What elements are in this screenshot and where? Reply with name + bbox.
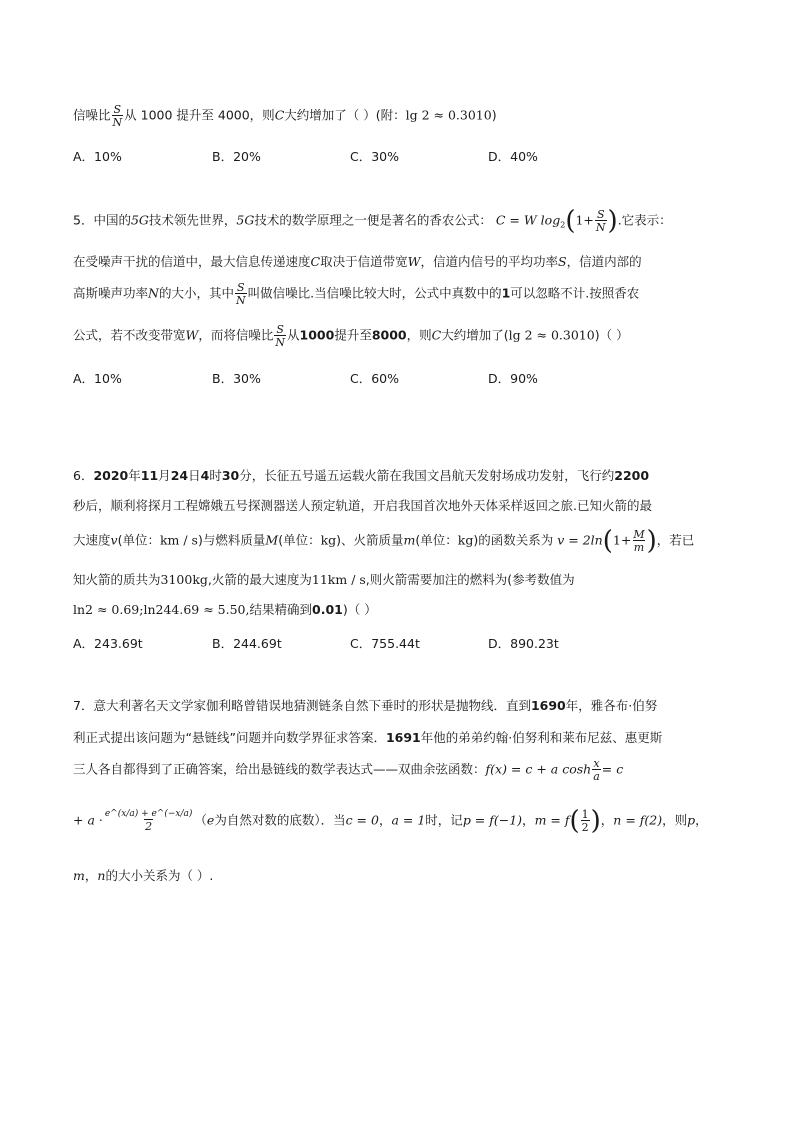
text: ,则火箭需要加注的燃料为(参考数值为 (365, 572, 575, 587)
shannon-formula: C = W log (495, 212, 561, 228)
text: 技术的数学原理之一便是著名的香农公式： (254, 212, 492, 228)
frac-num: S (113, 103, 122, 116)
text: 高斯噪声功率 (73, 285, 149, 301)
cosh-fraction (592, 758, 601, 782)
text: 信噪比 (73, 107, 111, 123)
text: 提升至 (334, 327, 372, 343)
q5-option-c[interactable]: C．60% (350, 371, 400, 386)
math: n = f(2) (613, 812, 663, 828)
q7-line-4 (73, 808, 708, 834)
prev-option-c[interactable]: C．30% (350, 149, 400, 164)
half-fraction (581, 809, 590, 833)
text: ,火箭的最大速度为 (207, 572, 312, 587)
text: 时，记 (425, 812, 463, 828)
q6-option-c[interactable]: C．755.44t (350, 636, 420, 651)
frac-den: m (633, 541, 645, 554)
q7-line-5 (73, 866, 213, 884)
q6-line-1 (73, 466, 649, 484)
text: )、火箭质量 (336, 532, 404, 548)
var: p (687, 812, 696, 828)
text: (单位： (415, 532, 458, 548)
text: 6． (73, 468, 94, 483)
q5-line-4 (73, 324, 629, 348)
text: 秒后，顺利将探月工程嫦娥五号探测器送人预定轨道，开启我国首次地外天体采样返回之旅.已知火箭的最 (73, 498, 652, 513)
text: 大约增加了（ ）(附： (284, 107, 406, 123)
text: ， (378, 812, 392, 828)
text: 5．中国的 (73, 212, 131, 228)
text: ， (695, 812, 708, 828)
math: a = 1 (391, 812, 426, 828)
text: ，信道内部的 (566, 254, 642, 269)
text: 叫做信噪比.当信噪比较大时，公式中真数中的 (247, 285, 502, 301)
q5-option-b[interactable]: B．30% (212, 371, 261, 386)
var: W (407, 254, 421, 269)
text: 从 (287, 327, 300, 343)
text: )（ ） (342, 602, 377, 617)
text: ，信道内信号的平均功率 (420, 254, 558, 269)
q5-line-1 (73, 208, 672, 234)
text: 年他的弟弟约翰·伯努利和莱布尼兹、惠更斯 (420, 730, 663, 745)
text: 年 (128, 468, 141, 483)
frac-den: N (235, 294, 246, 307)
var: C (274, 107, 285, 123)
q5-option-a[interactable]: A．10% (73, 371, 122, 386)
text: )（ ） (594, 327, 629, 343)
paren-right: ) (646, 526, 657, 556)
frac-num: x (593, 757, 600, 770)
paren-right: ) (607, 206, 618, 236)
text: 24 (170, 468, 189, 483)
mass-fraction (632, 529, 645, 553)
frac-num: e^(x/a) + e^(−x/a) (104, 809, 193, 819)
math: kg (320, 532, 337, 548)
paren-left: ( (565, 206, 576, 236)
text: 月 (158, 468, 171, 483)
q6-line-4 (73, 570, 575, 588)
text: 5G (130, 212, 149, 228)
text: 可以忽略不计.按照香农 (510, 285, 640, 301)
text: ，而将信噪比 (198, 327, 274, 343)
text: 大约增加了( (441, 327, 509, 343)
text: 利正式提出该问题为“悬链线”问题并向数学界征求答案． (73, 730, 386, 745)
text: 分，长征五号遥五运载火箭在我国文昌航天发射场成功发射，飞行约 (239, 468, 615, 483)
prev-option-b[interactable]: B．20% (212, 149, 261, 164)
var: n (97, 868, 106, 883)
text: 公式，若不改变带宽 (73, 327, 186, 343)
prev-option-a[interactable]: A．10% (73, 149, 122, 164)
math: 3100kg (160, 572, 208, 587)
frac-den: 2 (145, 820, 153, 833)
rocket-formula: v = 2ln (557, 532, 603, 548)
q7-line-3 (73, 758, 623, 782)
var: e (206, 812, 215, 828)
frac-num: 1 (581, 808, 589, 821)
frac-den: N (275, 336, 286, 349)
text: 年，雅各布·伯努 (565, 698, 658, 713)
frac-num: S (276, 323, 284, 336)
var: m (403, 532, 416, 548)
var: M (265, 532, 279, 548)
q6-line-3 (73, 528, 694, 554)
math: p = f(−1) (462, 812, 523, 828)
text: 在受噪声干扰的信道中，最大信息传递速度 (73, 254, 311, 269)
prev-question-line (73, 104, 497, 128)
text: ，若已 (656, 532, 695, 548)
snr-fraction (274, 324, 286, 348)
q6-line-5 (73, 600, 377, 618)
q5-option-d[interactable]: D．90% (488, 371, 538, 386)
q6-line-2 (73, 496, 652, 514)
q6-option-a[interactable]: A．243.69t (73, 636, 143, 651)
frac-den: a (593, 770, 600, 783)
math: kg (457, 532, 474, 548)
text: )与燃料质量 (197, 532, 266, 548)
formula-fraction (595, 209, 607, 233)
text: 为自然对数的底数）．当 (214, 812, 346, 828)
text: 7．意大利著名天文学家伽利略曾错误地猜测链条自然下垂时的形状是抛物线．直到 (73, 698, 531, 713)
text: (单位： (117, 532, 160, 548)
math: 1+ (575, 212, 594, 228)
frac-num: M (633, 528, 645, 541)
var: C (431, 327, 442, 343)
math: m = f (534, 812, 570, 828)
snr-fraction (235, 282, 247, 306)
var: W (185, 327, 199, 343)
math: lg 2 ≈ 0.3010 (508, 327, 595, 343)
text: 大速度 (73, 532, 111, 548)
text: 0.01 (312, 602, 343, 617)
var: v (110, 532, 118, 548)
text: 的大小，其中 (158, 285, 234, 301)
text: 2200 (614, 468, 650, 483)
text: 的大小关系为（ ）. (105, 868, 214, 883)
text: ) (491, 107, 497, 123)
text: ，则 (406, 327, 432, 343)
text: 知火箭的质共为 (73, 572, 161, 587)
q6-option-d[interactable]: D．890.23t (488, 636, 559, 651)
q7-line-1 (73, 696, 657, 714)
text: 30 (221, 468, 240, 483)
q5-line-2 (73, 252, 642, 270)
frac-den: N (112, 116, 123, 129)
paren-left: ( (569, 806, 580, 836)
text: 4 (200, 468, 210, 483)
frac-num: S (596, 208, 605, 221)
log-base: 2 (560, 220, 566, 230)
text: 8000 (371, 327, 407, 343)
text: ，则 (662, 812, 688, 828)
text: 三人各自都得到了正确答案，给出悬链线的数学表达式——双曲余弦函数： (73, 761, 486, 777)
text: 1000 (299, 327, 335, 343)
math: = c (601, 761, 624, 777)
text: ， (84, 868, 98, 883)
math: lg 2 ≈ 0.3010 (405, 107, 492, 123)
text: 5G (236, 212, 255, 228)
text: 1690 (530, 698, 566, 713)
prev-option-d[interactable]: D．40% (488, 149, 538, 164)
text: 技术领先世界， (148, 212, 237, 228)
text: 2020 (93, 468, 129, 483)
q6-option-b[interactable]: B．244.69t (212, 636, 282, 651)
text: .它表示： (617, 212, 672, 228)
var: N (148, 285, 159, 301)
text: 从 1000 提升至 4000，则 (124, 107, 275, 123)
q5-line-3 (73, 282, 639, 306)
text: )的函数关系为 (473, 532, 554, 548)
paren-right: ) (590, 806, 601, 836)
text: ， (522, 812, 535, 828)
var: m (73, 868, 85, 883)
paren-left: ( (602, 526, 613, 556)
text: 结果精确到 (249, 602, 312, 617)
math: 11km / s (311, 572, 366, 587)
math: ln2 ≈ 0.69;ln244.69 ≈ 5.50, (73, 602, 250, 617)
q7-line-2 (73, 728, 662, 746)
text: 11 (140, 468, 159, 483)
math: 1+ (612, 532, 632, 548)
var: C (310, 254, 321, 269)
text: ， (600, 812, 614, 828)
text: 1691 (385, 730, 421, 745)
text: 日 (188, 468, 201, 483)
text: （ (194, 812, 207, 828)
math: + a · (73, 812, 103, 828)
math: c = 0 (345, 812, 379, 828)
frac-den: N (595, 221, 606, 234)
var: S (557, 254, 567, 269)
text: 时 (209, 468, 222, 483)
frac-num: S (237, 281, 245, 294)
text: (单位： (278, 532, 321, 548)
frac-den: 2 (581, 821, 589, 834)
catenary-formula: f(x) = c + a cosh (485, 761, 592, 777)
text: 取决于信道带宽 (320, 254, 408, 269)
snr-fraction (112, 104, 124, 128)
exp-fraction (104, 810, 194, 832)
math: km / s (159, 532, 198, 548)
text: 1 (501, 285, 511, 301)
